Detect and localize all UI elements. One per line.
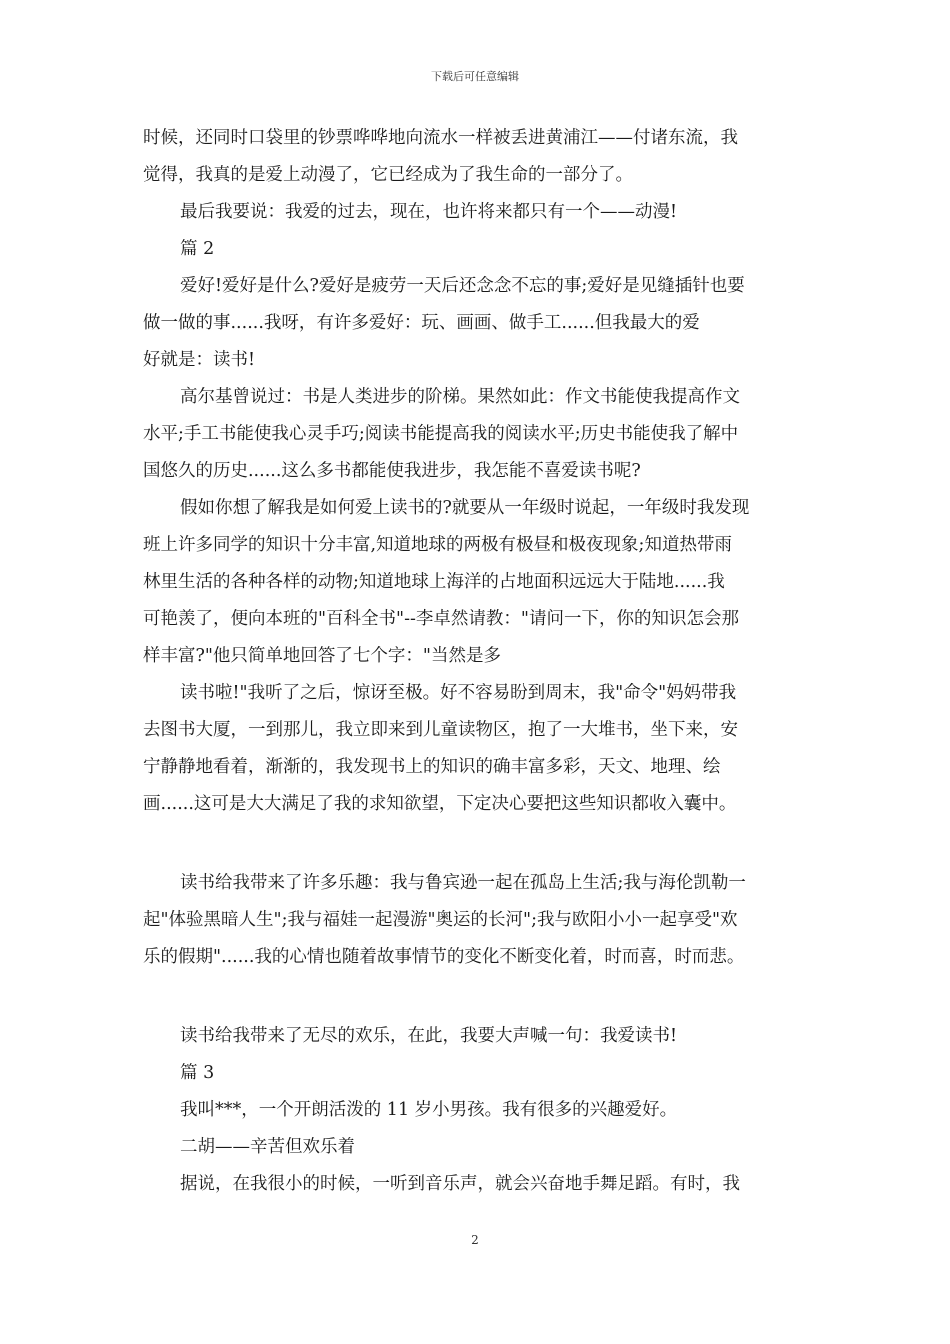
text-line: 水平;手工书能使我心灵手巧;阅读书能提高我的阅读水平;历史书能使我了解中 xyxy=(143,424,739,444)
text-line: 据说，在我很小的时候，一听到音乐声，就会兴奋地手舞足蹈。有时，我 xyxy=(180,1174,740,1194)
text-line: 爱好!爱好是什么?爱好是疲劳一天后还念念不忘的事;爱好是见缝插针也要 xyxy=(180,276,745,296)
text-line: 画......这可是大大满足了我的求知欲望，下定决心要把这些知识都收入囊中。 xyxy=(143,794,737,814)
text-line: 做一做的事......我呀，有许多爱好：玩、画画、做手工......但我最大的爱 xyxy=(143,313,700,333)
text-line: 好就是：读书! xyxy=(143,350,256,370)
text-line: 可艳羡了，便向本班的"百科全书"--李卓然请教："请问一下，你的知识怎会那 xyxy=(143,609,739,629)
text-line: 读书啦!"我听了之后，惊讶至极。好不容易盼到周末，我"命令"妈妈带我 xyxy=(180,683,737,703)
text-line: 觉得，我真的是爱上动漫了，它已经成为了我生命的一部分了。 xyxy=(143,165,633,185)
text-line: 篇 3 xyxy=(180,1063,215,1083)
text-line: 国悠久的历史......这么多书都能使我进步，我怎能不喜爱读书呢? xyxy=(143,461,641,481)
text-line: 最后我要说：我爱的过去，现在，也许将来都只有一个——动漫! xyxy=(180,202,678,222)
text-line: 班上许多同学的知识十分丰富,知道地球的两极有极昼和极夜现象;知道热带雨 xyxy=(143,535,732,555)
text-line: 篇 2 xyxy=(180,239,215,259)
text-line: 高尔基曾说过：书是人类进步的阶梯。果然如此：作文书能使我提高作文 xyxy=(180,387,740,407)
text-line: 宁静静地看着，渐渐的，我发现书上的知识的确丰富多彩，天文、地理、绘 xyxy=(143,757,721,777)
text-line: 二胡——辛苦但欢乐着 xyxy=(180,1137,355,1157)
text-line: 时候，还同时口袋里的钞票哗哗地向流水一样被丢进黄浦江——付诸东流，我 xyxy=(143,128,738,148)
text-line: 读书给我带来了无尽的欢乐，在此，我要大声喊一句：我爱读书! xyxy=(180,1026,678,1046)
text-line: 读书给我带来了许多乐趣：我与鲁宾逊一起在孤岛上生活;我与海伦凯勒一 xyxy=(180,873,746,893)
text-line: 样丰富?"他只简单地回答了七个字："当然是多 xyxy=(143,646,501,666)
text-line: 乐的假期"......我的心情也随着故事情节的变化不断变化着，时而喜，时而悲。 xyxy=(143,947,745,967)
text-line: 去图书大厦，一到那儿，我立即来到儿童读物区，抱了一大堆书，坐下来，安 xyxy=(143,720,738,740)
text-line: 起"体验黑暗人生";我与福娃一起漫游"奥运的长河";我与欧阳小小一起享受"欢 xyxy=(143,910,738,930)
page-number: 2 xyxy=(471,1233,479,1247)
text-line: 林里生活的各种各样的动物;知道地球上海洋的占地面积远远大于陆地......我 xyxy=(143,572,725,592)
text-line: 假如你想了解我是如何爱上读书的?就要从一年级时说起，一年级时我发现 xyxy=(180,498,750,518)
page-header: 下载后可任意编辑 xyxy=(431,70,519,83)
text-line: 我叫***，一个开朗活泼的 11 岁小男孩。我有很多的兴趣爱好。 xyxy=(180,1100,678,1120)
